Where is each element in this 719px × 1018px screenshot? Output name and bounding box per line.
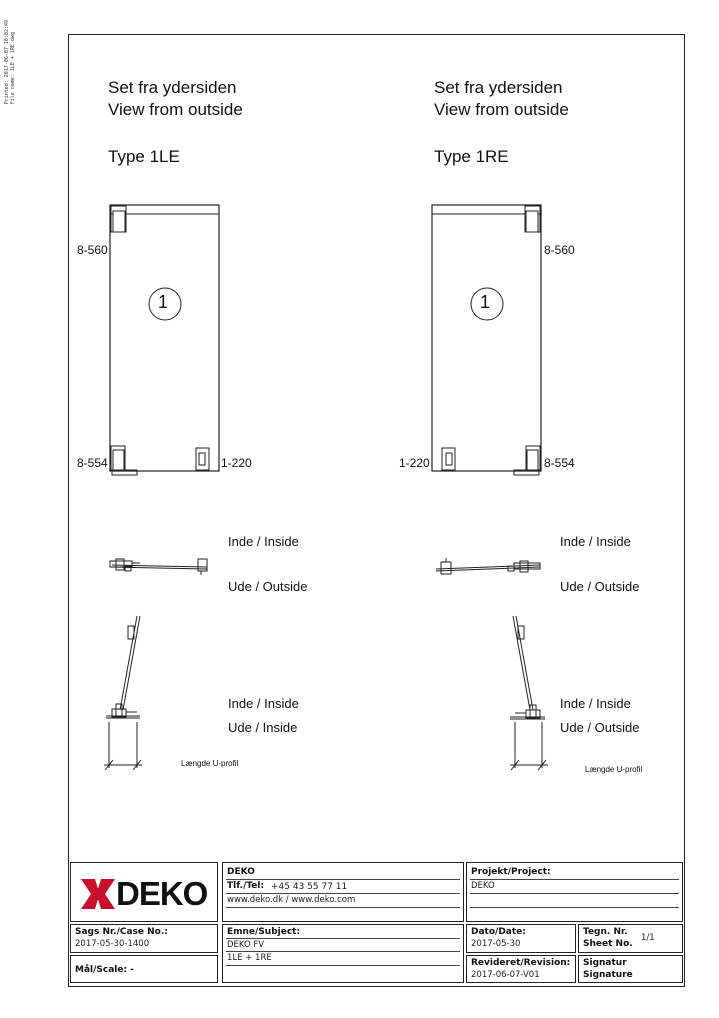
- company-name: DEKO: [227, 867, 255, 877]
- right-elevation: [432, 205, 541, 475]
- sheet-cell: [578, 924, 683, 953]
- phone-label: Tlf./Tel:: [227, 881, 265, 891]
- company-cell: [222, 862, 464, 922]
- right-type: Type 1RE: [434, 147, 509, 166]
- left-u-profile-label: Længde U-profil: [181, 759, 239, 768]
- left-plan-inside: Inde / Inside: [228, 534, 299, 549]
- scale-label: Mål/Scale: -: [75, 965, 134, 975]
- left-section: [104, 616, 142, 770]
- right-plan-inside: Inde / Inside: [560, 534, 631, 549]
- right-section: [510, 616, 548, 770]
- case-cell: [70, 924, 218, 953]
- subject-value-1: DEKO FV: [227, 940, 265, 950]
- right-panel-number: 1: [480, 292, 491, 312]
- deko-logo-text: DEKO: [116, 875, 208, 912]
- right-plan: [436, 558, 540, 574]
- signature-label-en: Signature: [583, 970, 633, 980]
- left-plan-outside: Ude / Outside: [228, 579, 308, 594]
- left-section-outside: Ude / Inside: [228, 720, 298, 735]
- signature-label-da: Signatur: [583, 958, 627, 968]
- right-section-inside: Inde / Inside: [560, 696, 631, 711]
- left-panel-number: 1: [158, 292, 169, 312]
- left-section-inside: Inde / Inside: [228, 696, 299, 711]
- sheet-no-value: 1/1: [641, 933, 655, 943]
- right-u-profile-label: Længde U-profil: [585, 765, 643, 774]
- scale-cell: [70, 955, 218, 983]
- case-value: 2017-05-30-1400: [75, 939, 150, 949]
- left-plan: [110, 559, 207, 575]
- case-label: Sags Nr./Case No.:: [75, 927, 168, 937]
- website: www.deko.dk / www.deko.com: [227, 895, 356, 905]
- left-title-en: View from outside: [108, 100, 243, 119]
- revision-value: 2017-06-07-V01: [471, 970, 540, 980]
- phone-number: +45 43 55 77 11: [271, 882, 348, 892]
- right-label-bottom-left: 1-220: [399, 456, 430, 470]
- left-elevation: [110, 205, 219, 475]
- right-plan-outside: Ude / Outside: [560, 579, 640, 594]
- deko-logo-icon: [81, 879, 115, 909]
- left-type: Type 1LE: [108, 147, 180, 166]
- left-label-bottom-right: 1-220: [221, 456, 252, 470]
- subject-cell: [222, 924, 464, 983]
- left-label-top: 8-560: [77, 243, 108, 257]
- sheet-no-label: Sheet No.: [583, 939, 633, 949]
- date-cell: [466, 924, 576, 953]
- left-label-bottom-left: 8-554: [77, 456, 108, 470]
- project-label: Projekt/Project:: [471, 867, 551, 877]
- right-title-en: View from outside: [434, 100, 569, 119]
- subject-value-2: 1LE + 1RE: [227, 953, 272, 963]
- drawing-no-label: Tegn. Nr.: [583, 927, 628, 937]
- right-label-bottom-right: 8-554: [544, 456, 575, 470]
- date-value: 2017-05-30: [471, 939, 521, 949]
- revision-label: Revideret/Revision:: [471, 958, 571, 968]
- project-cell: [466, 862, 683, 922]
- date-label: Dato/Date:: [471, 927, 526, 937]
- file-name: File name: 1LE + 1RE.dwg: [10, 32, 16, 105]
- print-date: Printed: 2017-06-07 10:02:49: [4, 20, 10, 105]
- revision-cell: [466, 955, 576, 983]
- signature-cell: [578, 955, 683, 983]
- right-title-da: Set fra ydersiden: [434, 78, 563, 97]
- project-value: DEKO: [471, 881, 495, 891]
- right-section-outside: Ude / Outside: [560, 720, 640, 735]
- title-block: [68, 860, 685, 987]
- left-title-da: Set fra ydersiden: [108, 78, 237, 97]
- logo-cell: [70, 862, 218, 922]
- right-label-top: 8-560: [544, 243, 575, 257]
- subject-label: Emne/Subject:: [227, 927, 301, 937]
